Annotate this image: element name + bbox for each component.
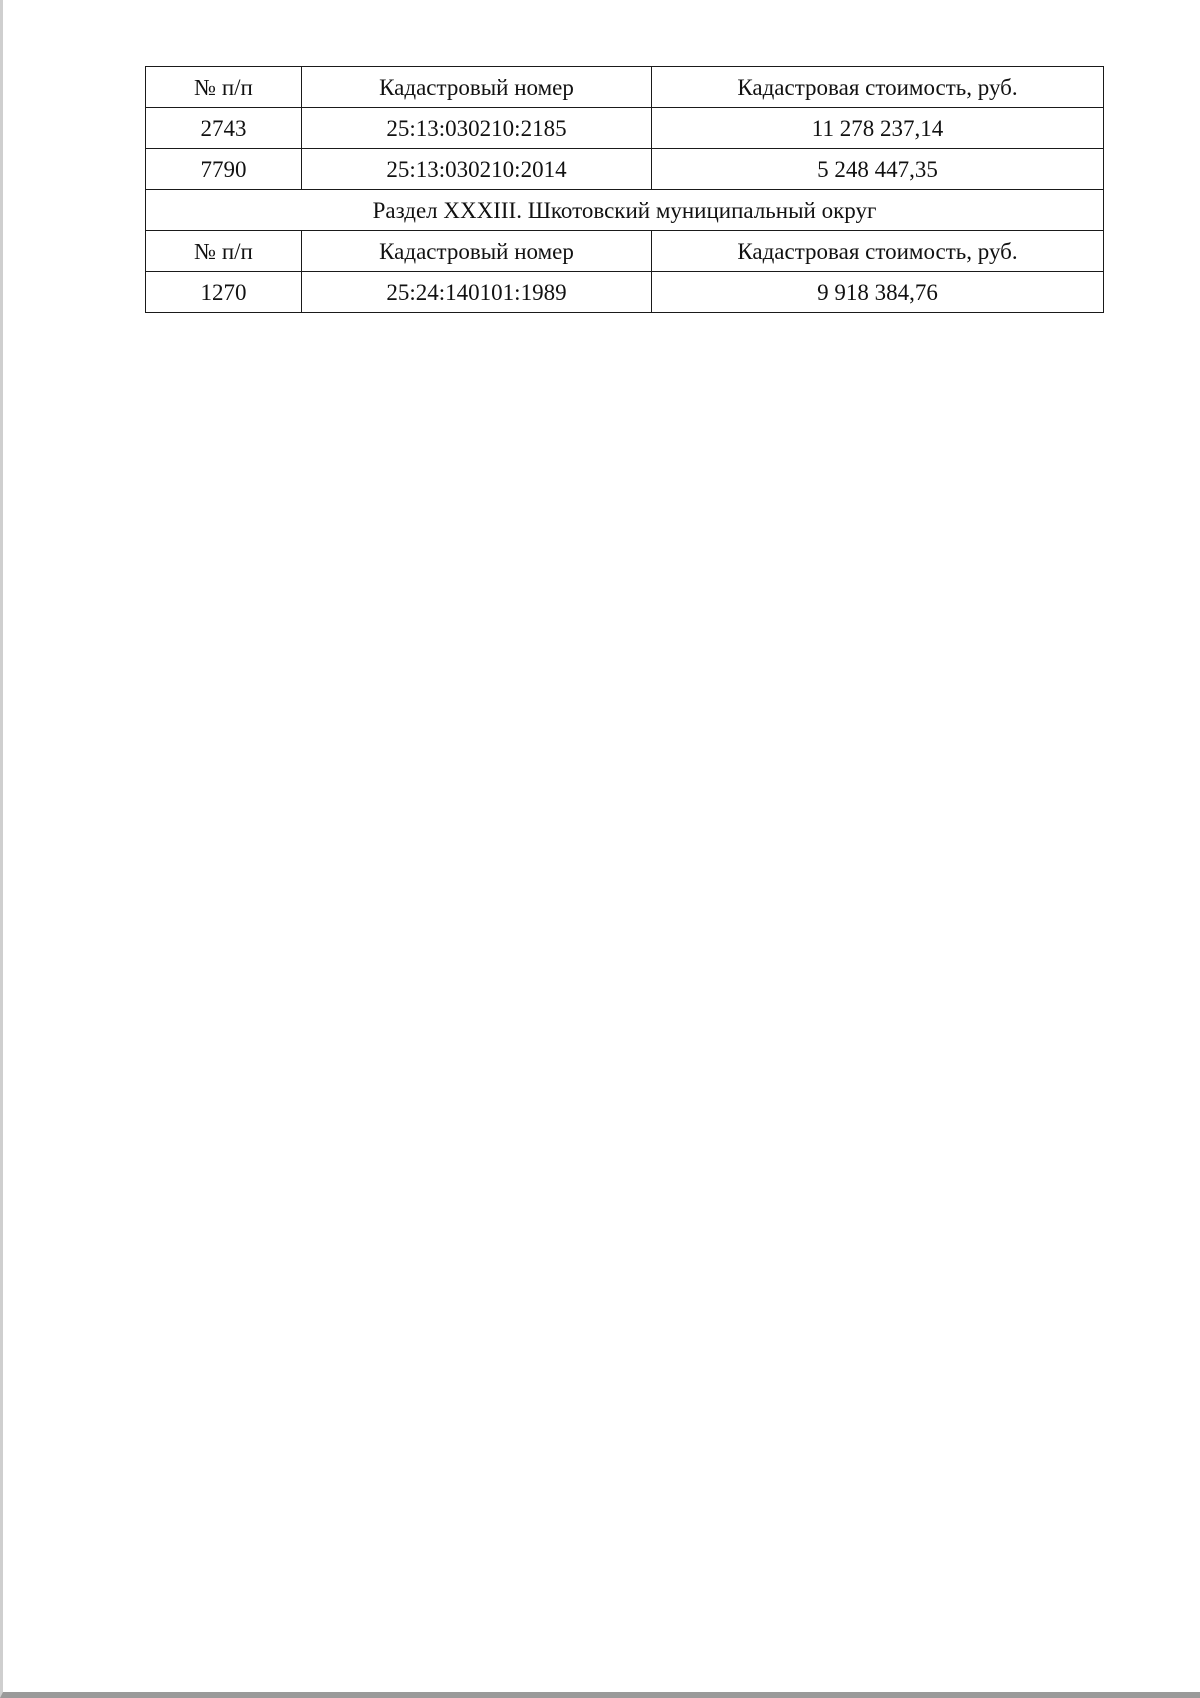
column-header-cadastral-value: Кадастровая стоимость, руб. (652, 231, 1104, 272)
table-header-row (146, 67, 1104, 108)
column-header-number: № п/п (146, 231, 302, 272)
row-number-cell: 2743 (146, 108, 302, 149)
cadastral-number-cell: 25:13:030210:2185 (302, 108, 652, 149)
table-header-row (146, 231, 1104, 272)
column-header-cadastral-number: Кадастровый номер (302, 67, 652, 108)
row-number-cell: 1270 (146, 272, 302, 313)
column-header-number: № п/п (146, 67, 302, 108)
table-row (146, 272, 1104, 313)
cadastral-value-cell: 5 248 447,35 (652, 149, 1104, 190)
column-header-cadastral-value: Кадастровая стоимость, руб. (652, 67, 1104, 108)
row-number-cell: 7790 (146, 149, 302, 190)
table-row (146, 108, 1104, 149)
column-header-cadastral-number: Кадастровый номер (302, 231, 652, 272)
section-title: Раздел XXXIII. Шкотовский муниципальный округ (146, 190, 1104, 231)
cadastral-value-table (145, 66, 1104, 313)
cadastral-number-cell: 25:24:140101:1989 (302, 272, 652, 313)
cadastral-number-cell: 25:13:030210:2014 (302, 149, 652, 190)
cadastral-value-cell: 11 278 237,14 (652, 108, 1104, 149)
section-title-row (146, 190, 1104, 231)
cadastral-value-cell: 9 918 384,76 (652, 272, 1104, 313)
table-row (146, 149, 1104, 190)
